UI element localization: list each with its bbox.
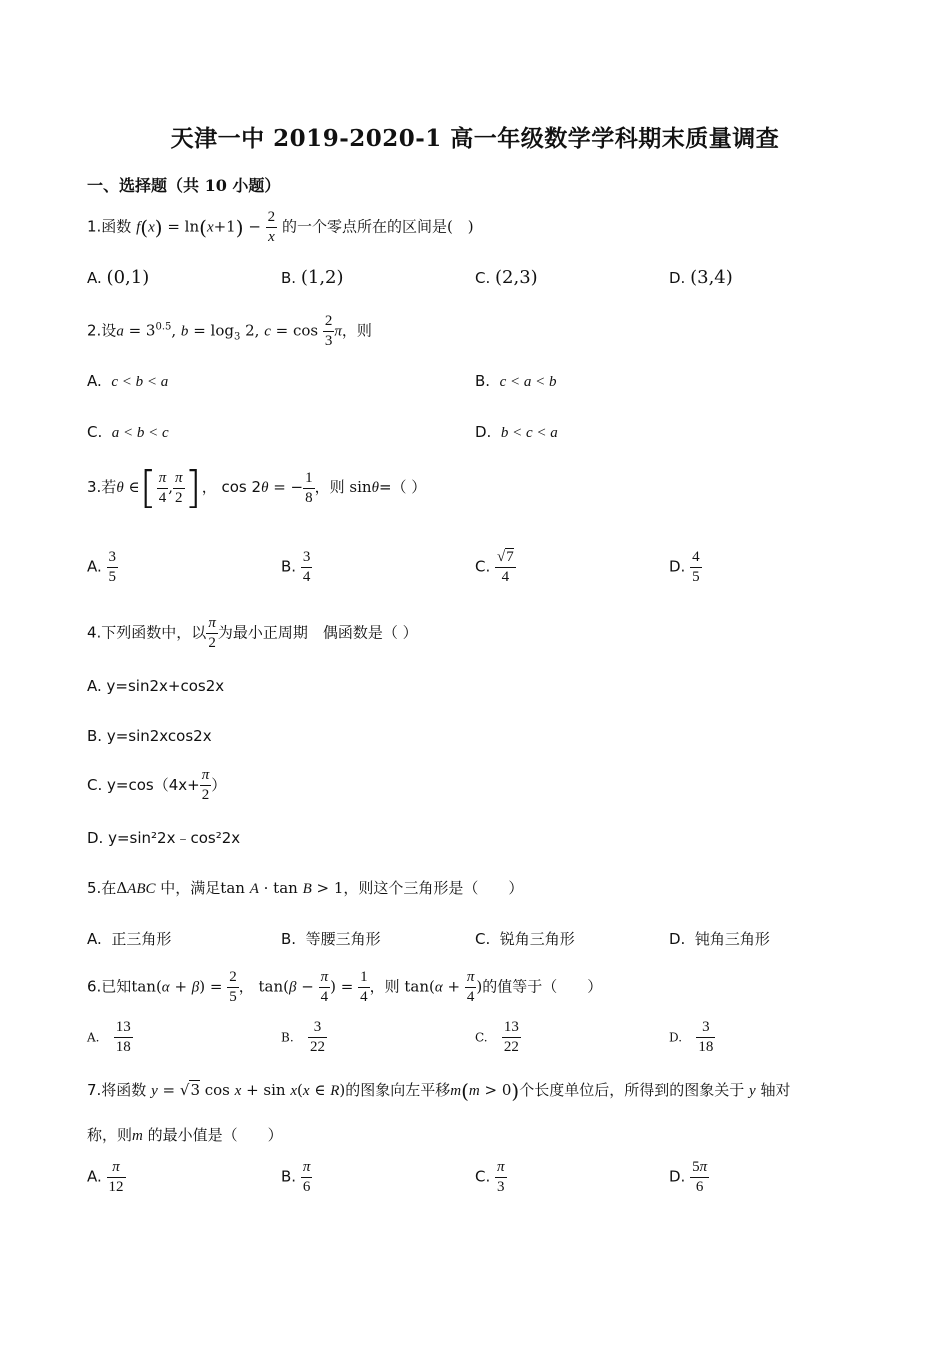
q5-option-d[interactable]: D. 钝角三角形 [669, 930, 770, 948]
question-3: 3.若θ ∈[ $\frac{\pi}{4}$ , $\frac{\pi}{2}$ ]， cos 2θ = − $\frac{1}{8}$ ，则 sinθ=（ ） [87, 462, 427, 513]
question-4: 4.下列函数中，以 $\frac{\pi}{2}$ 为最小正周期 偶函数是（ ） [87, 615, 418, 651]
question-5: 5.在ΔABC 中，满足tan A · tan B > 1，则这个三角形是（ ） [87, 879, 524, 897]
q1-option-b[interactable]: B. (1,2) [281, 267, 344, 288]
q1-option-a[interactable]: A. (0,1) [87, 267, 150, 288]
question-6: 6.已知tan(α + β) = $\frac{2}{5}$ ， tan(β − $\frac{\pi}{4}$ ) = $\frac{1}{4}$ ，则 tan(α + $\frac{\pi}{4}$ )的值等于（ ） [87, 969, 603, 1005]
q4-option-b[interactable]: B. y=sin2xcos2x [87, 727, 212, 745]
q2-option-b[interactable]: B. c < a < b [475, 372, 557, 390]
q6-option-d[interactable]: D. $\frac{3}{18}$ [669, 1019, 714, 1055]
q4-option-c[interactable]: C. y=cos（4x+ $\frac{\pi}{2}$ ） [87, 767, 227, 803]
q2-option-d[interactable]: D. b < c < a [475, 423, 558, 441]
question-2: 2.设$a = 3^{0.5}$, $b = \log_3 2$, c = cos $\frac{2}{3}$ π，则 [87, 313, 372, 349]
q2-option-a[interactable]: A. c < b < a [87, 372, 169, 390]
q6-option-a[interactable]: A. $\frac{13}{18}$ [87, 1019, 131, 1055]
q5-option-c[interactable]: C. 锐角三角形 [475, 930, 575, 948]
q7-option-d[interactable]: D. $\frac{5\pi}{6}$ [669, 1159, 708, 1195]
q7-option-a[interactable]: A. $\frac{\pi}{12}$ [87, 1159, 124, 1195]
q1-prefix: 1.函数 [87, 217, 132, 236]
q7-option-b[interactable]: B. $\frac{\pi}{6}$ [281, 1159, 311, 1195]
q1-suffix: 的一个零点所在的区间是( ) [281, 217, 474, 236]
q1-option-c[interactable]: C. (2,3) [475, 267, 538, 288]
q3-option-b[interactable]: B. $\frac{3}{4}$ [281, 549, 311, 585]
q4-option-d[interactable]: D. y=sin²2x﹣cos²2x [87, 829, 241, 847]
section-heading: 一、选择题（共 10 小题） [87, 176, 281, 195]
q3-option-a[interactable]: A. $\frac{3}{5}$ [87, 549, 117, 585]
q6-option-b[interactable]: B. $\frac{3}{22}$ [281, 1019, 325, 1055]
question-1: 1.函数 f(x) = ln(x+1) − $\frac{2}{x}$ 的一个零点所在的区间是( ) [87, 209, 474, 245]
q5-option-b[interactable]: B. 等腰三角形 [281, 930, 381, 948]
q2-option-c[interactable]: C. a < b < c [87, 423, 169, 441]
q5-option-a[interactable]: A. 正三角形 [87, 930, 172, 948]
q2-fraction: $\frac{2}{3}$ [324, 313, 333, 349]
question-7-line-2: 称，则m 的最小值是（ ） [87, 1126, 283, 1144]
q3-option-c[interactable]: C. $\frac{√7}{4}$ [475, 549, 514, 585]
q4-option-a[interactable]: A. y=sin2x+cos2x [87, 677, 225, 695]
question-7-line-1: 7.将函数 y = √3 cos x + sin x(x ∈ R)的图象向左平移m(m > 0)个长度单位后，所得到的图象关于 y 轴对 [87, 1079, 791, 1103]
q1-formula: f [136, 219, 141, 236]
q7-option-c[interactable]: C. $\frac{\pi}{3}$ [475, 1159, 505, 1195]
q1-fraction: $\frac{2}{x}$ [267, 209, 276, 245]
q3-option-d[interactable]: D. $\frac{4}{5}$ [669, 549, 700, 585]
page-title: 天津一中 2019-2020-1 高一年级数学学科期末质量调查 [170, 125, 780, 152]
q6-option-c[interactable]: C. $\frac{13}{22}$ [475, 1019, 519, 1055]
q1-option-d[interactable]: D. (3,4) [669, 267, 733, 288]
